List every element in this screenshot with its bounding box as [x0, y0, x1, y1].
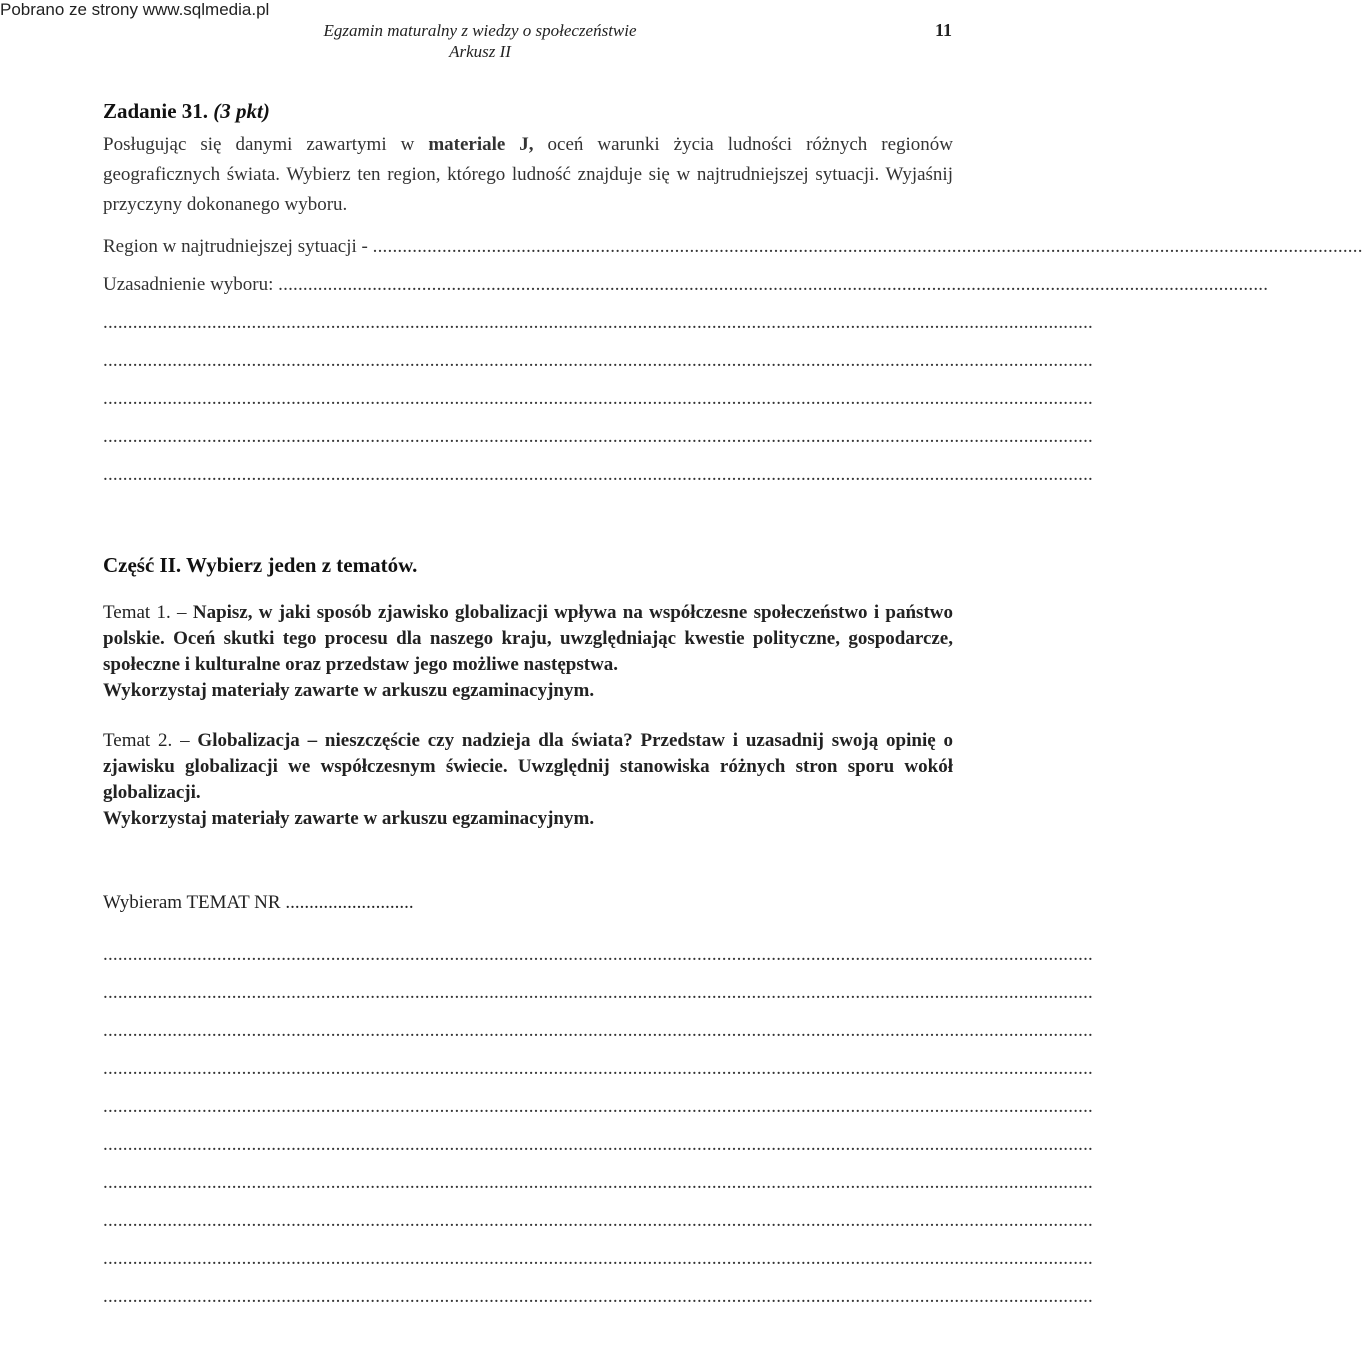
- dots: ........................................................................................................................................................................................................: [103, 1020, 1093, 1041]
- dots: ........................................................................................................................................................................................................: [278, 274, 1269, 295]
- topic-2-note: [103, 806, 953, 832]
- task-text-bold: materiale J,: [428, 134, 534, 155]
- dots: ........................................................................................................................................................................................................: [103, 944, 1093, 965]
- justification-answer-line[interactable]: [103, 266, 1269, 304]
- topic-1-note: [103, 678, 953, 704]
- dots: ........................................................................................................................................................................................................: [103, 1058, 1093, 1079]
- dots: ........................................................................................................................................................................................................: [103, 982, 1093, 1003]
- answer-line[interactable]: [103, 342, 1093, 380]
- page-number: 11: [934, 20, 952, 40]
- answer-line[interactable]: [103, 380, 1093, 418]
- dots: ........................................................................................................................................................................................................: [103, 1172, 1093, 1193]
- answer-line[interactable]: [103, 456, 1093, 494]
- essay-line[interactable]: [103, 1050, 1093, 1088]
- exam-sheet: Arkusz II: [449, 42, 511, 61]
- task-number: Zadanie 31.: [103, 99, 209, 123]
- topic-choice-label: Wybieram TEMAT NR: [103, 892, 286, 913]
- dots: ........................................................................................................................................................................................................: [103, 312, 1093, 333]
- essay-line[interactable]: [103, 936, 1093, 974]
- dots: ........................................................................................................................................................................................................: [372, 236, 1363, 257]
- page-header: [0, 20, 960, 62]
- topic-2-label: Temat 2. –: [103, 730, 198, 751]
- essay-line[interactable]: [103, 1202, 1093, 1240]
- dots: ........................................................................................................................................................................................................: [103, 388, 1093, 409]
- task-instruction: [103, 130, 953, 220]
- topic-2: [103, 728, 953, 806]
- region-label: Region w najtrudniejszej sytuacji -: [103, 236, 373, 257]
- essay-line[interactable]: [103, 974, 1093, 1012]
- task-points: (3 pkt): [213, 99, 270, 123]
- answer-line[interactable]: [103, 418, 1093, 456]
- part2-title: Część II. Wybierz jeden z tematów.: [103, 553, 418, 577]
- exam-title: Egzamin maturalny z wiedzy o społeczeństwie: [323, 21, 637, 40]
- answer-line[interactable]: [103, 304, 1093, 342]
- dots: ........................................................................................................................................................................................................: [103, 464, 1093, 485]
- task-text-part2: oceń warunki życia ludności różnych regionów geograficznych świata. Wybierz ten region, którego ludność znajduje się w najtrudniejszej sytuacji. Wyjaśnij przyczyny dokonanego wyboru.: [103, 134, 954, 215]
- essay-answer-area[interactable]: [103, 936, 1093, 1316]
- dots: ........................................................................................................................................................................................................: [103, 1134, 1093, 1155]
- essay-line[interactable]: [103, 1278, 1093, 1316]
- page-content: [103, 98, 1363, 1316]
- topic-1: [103, 600, 953, 678]
- task-text-part1: Posługując się danymi zawartymi w: [103, 134, 429, 155]
- essay-line[interactable]: [103, 1088, 1093, 1126]
- topic-choice-dots: ...........................: [285, 892, 414, 913]
- essay-line[interactable]: [103, 1012, 1093, 1050]
- topic-choice-line[interactable]: [103, 890, 953, 916]
- topic-1-note-text: Wykorzystaj materiały zawarte w arkuszu egzaminacyjnym.: [103, 680, 595, 701]
- region-answer-line[interactable]: [103, 228, 1363, 266]
- dots: ........................................................................................................................................................................................................: [103, 1286, 1093, 1307]
- essay-line[interactable]: [103, 1126, 1093, 1164]
- essay-line[interactable]: [103, 1164, 1093, 1202]
- topic-1-label: Temat 1. –: [103, 602, 193, 623]
- topic-2-note-text: Wykorzystaj materiały zawarte w arkuszu egzaminacyjnym.: [103, 808, 595, 829]
- dots: ........................................................................................................................................................................................................: [103, 1248, 1093, 1269]
- justification-label: Uzasadnienie wyboru:: [103, 274, 279, 295]
- source-watermark: Pobrano ze strony www.sqlmedia.pl: [0, 0, 270, 19]
- task-title: [103, 98, 953, 124]
- dots: ........................................................................................................................................................................................................: [103, 1096, 1093, 1117]
- essay-line[interactable]: [103, 1240, 1093, 1278]
- dots: ........................................................................................................................................................................................................: [103, 1210, 1093, 1231]
- dots: ........................................................................................................................................................................................................: [103, 350, 1093, 371]
- topic-1-text: Napisz, w jaki sposób zjawisko globalizacji wpływa na współczesne społeczeństwo i państwo polskie. Oceń skutki tego procesu dla naszego kraju, uwzględniając kwestie polityczne, gospodarcze, społeczne i kulturalne oraz przedstaw jego możliwe następstwa.: [103, 602, 953, 675]
- topic-2-text: Globalizacja – nieszczęście czy nadzieja dla świata? Przedstaw i uzasadnij swoją opinię o zjawisku globalizacji we współczesnym świecie. Uwzględnij stanowiska różnych stron sporu wokół globalizacji.: [103, 730, 953, 803]
- dots: ........................................................................................................................................................................................................: [103, 426, 1093, 447]
